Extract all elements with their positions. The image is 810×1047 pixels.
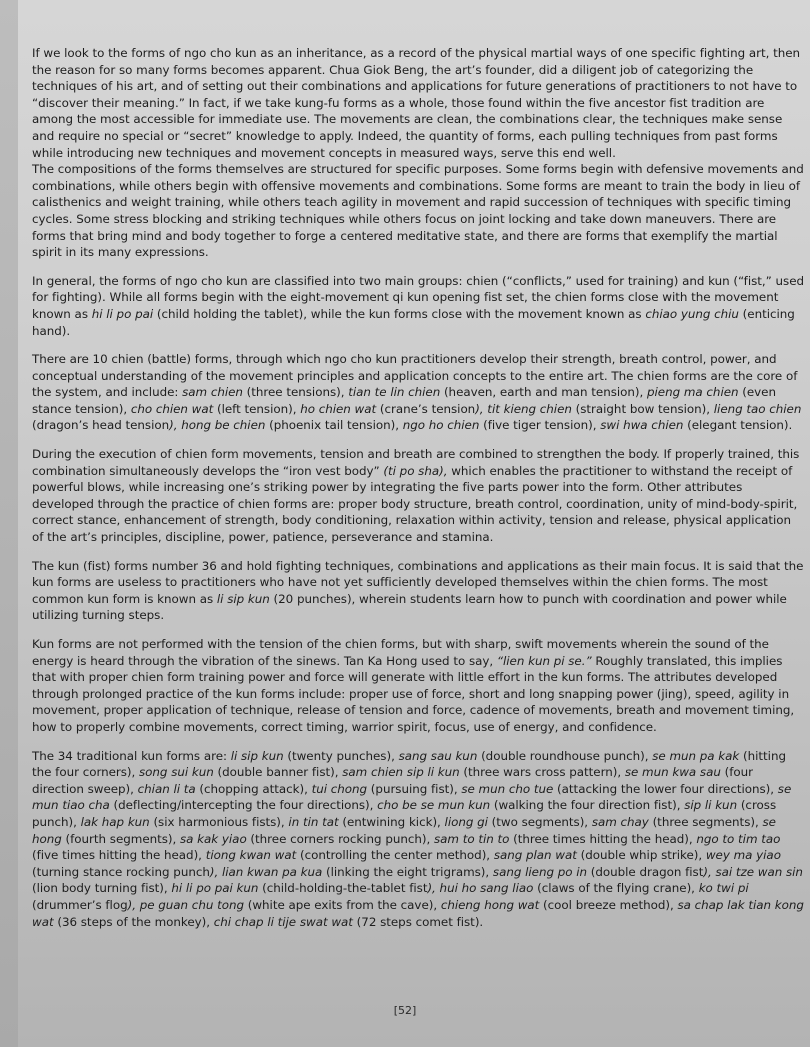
text-run: (child holding the tablet), while the kun forms close with the movement known as (153, 306, 646, 321)
paragraph-chien-execution (32, 446, 804, 546)
text-run: (lion body turning fist), (32, 881, 172, 896)
paragraph-compositions (32, 161, 804, 261)
text-run: (fourth segments), (61, 831, 181, 846)
text-run: (double banner fist), (213, 765, 343, 780)
text-run: (double whip strike), (576, 848, 706, 863)
text-run: Kun forms are not performed with the tension of the chien forms, but with sharp, swift movements wherein the sound of the energy is heard through the vibration of the sinews. Tan Ka Hong used to say, (32, 637, 769, 668)
text-run: (two segments), (487, 814, 592, 829)
italic-term: pieng ma chien (647, 385, 739, 400)
text-run: (heaven, earth and man tension), (440, 385, 648, 400)
italic-term: se hong (32, 814, 776, 846)
italic-term: sam chien (182, 385, 243, 400)
text-run: (child-holding-the-tablet fist (258, 881, 428, 896)
italic-term: tiong kwan wat (205, 848, 297, 863)
text-run: In general, the forms of ngo cho kun are classified into two main groups: chien (“conflicts,” used for training) and kun (“fist,” used for fighting). While all forms begin with the eight-movement qi kun opening fist set, the chien forms close with the movement known as (32, 273, 804, 321)
italic-term: wey ma yiao (705, 848, 781, 863)
italic-term: se mun kwa sau (624, 765, 721, 780)
italic-term: sam chien sip li kun (342, 765, 460, 780)
text-run: (elegant tension). (683, 418, 793, 433)
text-run: If we look to the forms of ngo cho kun as an inheritance, as a record of the physical martial ways of one specific fighting art, then the reason for so many forms becomes apparent. Chua Giok Beng, the art’s founder, did a diligent job of categorizing the techniques of his art, and of setting out their combinations and applications for future generations of practitioners to not have to “discover their meaning.” In fact, if we take kung-fu forms as a whole, those found within the five ancestor fist tradition are among the most accessible for immediate use. The movements are clean, the combinations clear, the techniques make sense and require no special or “secret” knowledge to apply. Indeed, the quantity of forms, each pulling techniques from past forms while introducing new techniques and movement concepts in measured ways, serve this end well. (32, 46, 801, 160)
text-run: (36 steps of the monkey), (53, 914, 214, 929)
italic-term: sang plan wat (493, 848, 577, 863)
paragraph-kun-forms (32, 558, 804, 624)
paragraph-chien-forms (32, 351, 804, 434)
italic-term: ko twi pi (698, 881, 749, 896)
italic-term: swi hwa chien (600, 418, 684, 433)
page-edge-strip (0, 0, 18, 1047)
italic-term: tui chong (311, 781, 368, 796)
text-run: (hitting the four corners), (32, 748, 786, 780)
text-run: (chopping attack), (195, 781, 312, 796)
italic-term: sip li kun (684, 798, 738, 813)
paragraph-inheritance (32, 45, 804, 161)
text-run: (six harmonious fists), (149, 814, 289, 829)
italic-term: lieng tao chien (713, 401, 802, 416)
italic-term: tian te lin chien (348, 385, 441, 400)
text-run: (three tensions), (242, 385, 349, 400)
text-run: (three times hitting the head), (509, 831, 697, 846)
text-run: (20 punches), wherein students learn how to punch with coordination and power while utilizing turning steps. (32, 591, 787, 623)
italic-term: se mun pa kak (652, 748, 740, 763)
text-run: (five times hitting the head), (32, 848, 206, 863)
italic-term: ), hui ho sang liao (427, 881, 534, 896)
italic-term: ), pe guan chu tong (127, 897, 244, 912)
italic-term: ho chien wat (300, 401, 377, 416)
italic-term: chieng hong wat (440, 897, 540, 912)
italic-term: chi chap li tije swat wat (213, 914, 353, 929)
text-run: (straight bow tension), (571, 401, 714, 416)
text-run: (crane’s tension (376, 401, 476, 416)
italic-term: (ti po sha), (383, 463, 448, 478)
text-run: (controlling the center method), (296, 848, 494, 863)
text-run: (double dragon fist (587, 864, 704, 879)
text-run: (four direction sweep), (32, 765, 753, 796)
paragraph-kun-list (32, 748, 804, 931)
text-run: (even stance tension), (32, 385, 776, 416)
text-run: (deflecting/intercepting the four directions), (109, 798, 378, 813)
book-page (32, 45, 804, 1035)
text-run: (claws of the flying crane), (533, 881, 699, 896)
italic-term: hi li po pai (91, 306, 154, 321)
text-run: (entwining kick), (338, 814, 445, 829)
italic-term: se mun cho tue (461, 781, 554, 796)
text-run: (left tension), (213, 401, 301, 416)
italic-term: li sip kun (216, 591, 270, 606)
text-run: There are 10 chien (battle) forms, through which ngo cho kun practitioners develop their strength, breath control, power, and conceptual understanding of the movement principles and application concepts to the entire art. The chien forms are the core of the system, and include: (32, 352, 798, 400)
italic-term: sang sau kun (398, 748, 478, 763)
italic-term: lak hap kun (80, 814, 150, 829)
italic-term: chiao yung chiu (645, 306, 739, 321)
text-run: (three wars cross pattern), (459, 765, 625, 780)
text-run: (phoenix tail tension), (265, 418, 403, 433)
italic-term: sam chay (591, 814, 649, 829)
paragraph-classification (32, 273, 804, 339)
italic-term: sa chap lak tian kong wat (32, 897, 804, 929)
text-run: (walking the four direction fist), (490, 798, 685, 813)
page-number: [52] (393, 1004, 417, 1017)
italic-term: ), sai tze wan sin (703, 864, 803, 879)
text-run: (twenty punches), (283, 748, 399, 763)
italic-term: chian li ta (137, 781, 196, 796)
italic-term: ngo ho chien (402, 418, 480, 433)
text-run: (enticing hand). (32, 306, 795, 338)
italic-term: sam to tin to (433, 831, 510, 846)
text-run: (drummer’s flog (32, 897, 128, 912)
text-run: (three corners rocking punch), (246, 831, 434, 846)
text-run: (three segments), (648, 814, 763, 829)
italic-term: cho chien wat (130, 401, 214, 416)
italic-term: ngo to tim tao (696, 831, 781, 846)
text-run: (cross punch), (32, 798, 777, 829)
text-run: (five tiger tension), (479, 418, 601, 433)
text-run: The 34 traditional kun forms are: (32, 748, 231, 763)
italic-term: sang lieng po in (492, 864, 588, 879)
text-run: (white ape exits from the cave), (243, 897, 441, 912)
italic-term: liong gi (444, 814, 488, 829)
text-run: (linking the eight trigrams), (322, 864, 493, 879)
italic-term: hi li po pai kun (171, 881, 259, 896)
italic-term: li sip kun (230, 748, 284, 763)
text-run: (attacking the lower four directions), (553, 781, 778, 796)
italic-term: ), hong be chien (169, 418, 266, 433)
italic-term: sa kak yiao (180, 831, 247, 846)
italic-term: song sui kun (139, 765, 214, 780)
italic-term: se mun tiao cha (32, 781, 792, 813)
italic-term: in tin tat (288, 814, 339, 829)
text-run: Roughly translated, this implies that with proper chien form training power and force will generate with little effort in the kun forms. The attributes developed through prolonged practice of the kun forms include: proper use of force, short and long snapping power (jing), speed, agility in movement, proper application of technique, release of tension and force, cadence of movements, breath and movement timing, how to properly combine movements, correct timing, warrior spirit, focus, use of energy, and confidence. (32, 653, 795, 734)
text-run: During the execution of chien form movements, tension and breath are combined to strengthen the body. If properly trained, this combination simultaneously develops the “iron vest body” (32, 447, 800, 478)
text-run: (dragon’s head tension (32, 418, 170, 433)
text-run: (72 steps comet fist). (352, 914, 484, 929)
text-run: (pursuing fist), (367, 781, 462, 796)
italic-term: cho be se mun kun (377, 798, 491, 813)
text-run: (cool breeze method), (539, 897, 678, 912)
italic-term: ), lian kwan pa kua (209, 864, 323, 879)
italic-term: “lien kun pi se.” (496, 653, 592, 668)
text-run: The kun (fist) forms number 36 and hold fighting techniques, combinations and applications as their main focus. It is said that the kun forms are useless to practitioners who have not yet sufficiently developed themselves within the chien forms. The most common kun form is known as (32, 558, 804, 606)
text-run: which enables the practitioner to withstand the receipt of powerful blows, while increasing one’s striking power by integrating the five parts power into the form. Other attributes developed through the practice of chien forms are: proper body structure, breath control, coordination, unity of mind-body-spirit, correct stance, enhancement of strength, body conditioning, relaxation within activity, tension and release, physical application of the art’s principles, discipline, power, patience, perseverance and stamina. (32, 463, 798, 545)
text-run: (double roundhouse punch), (477, 748, 653, 763)
italic-term: ), tit kieng chien (475, 401, 572, 416)
text-run: (turning stance rocking punch (32, 864, 210, 879)
paragraph-kun-performance (32, 636, 804, 736)
text-run: The compositions of the forms themselves are structured for specific purposes. Some forms begin with defensive movements and combinations, while others begin with offensive movements and combinations. Some forms are meant to train the body in lieu of calisthenics and weight training, while others teach agility in movement and rapid succession of techniques with specific timing cycles. Some stress blocking and striking techniques while others focus on joint locking and take down maneuvers. There are forms that bring mind and body together to forge a centered meditative state, and there are forms that exemplify the martial spirit in its many expressions. (32, 162, 804, 260)
